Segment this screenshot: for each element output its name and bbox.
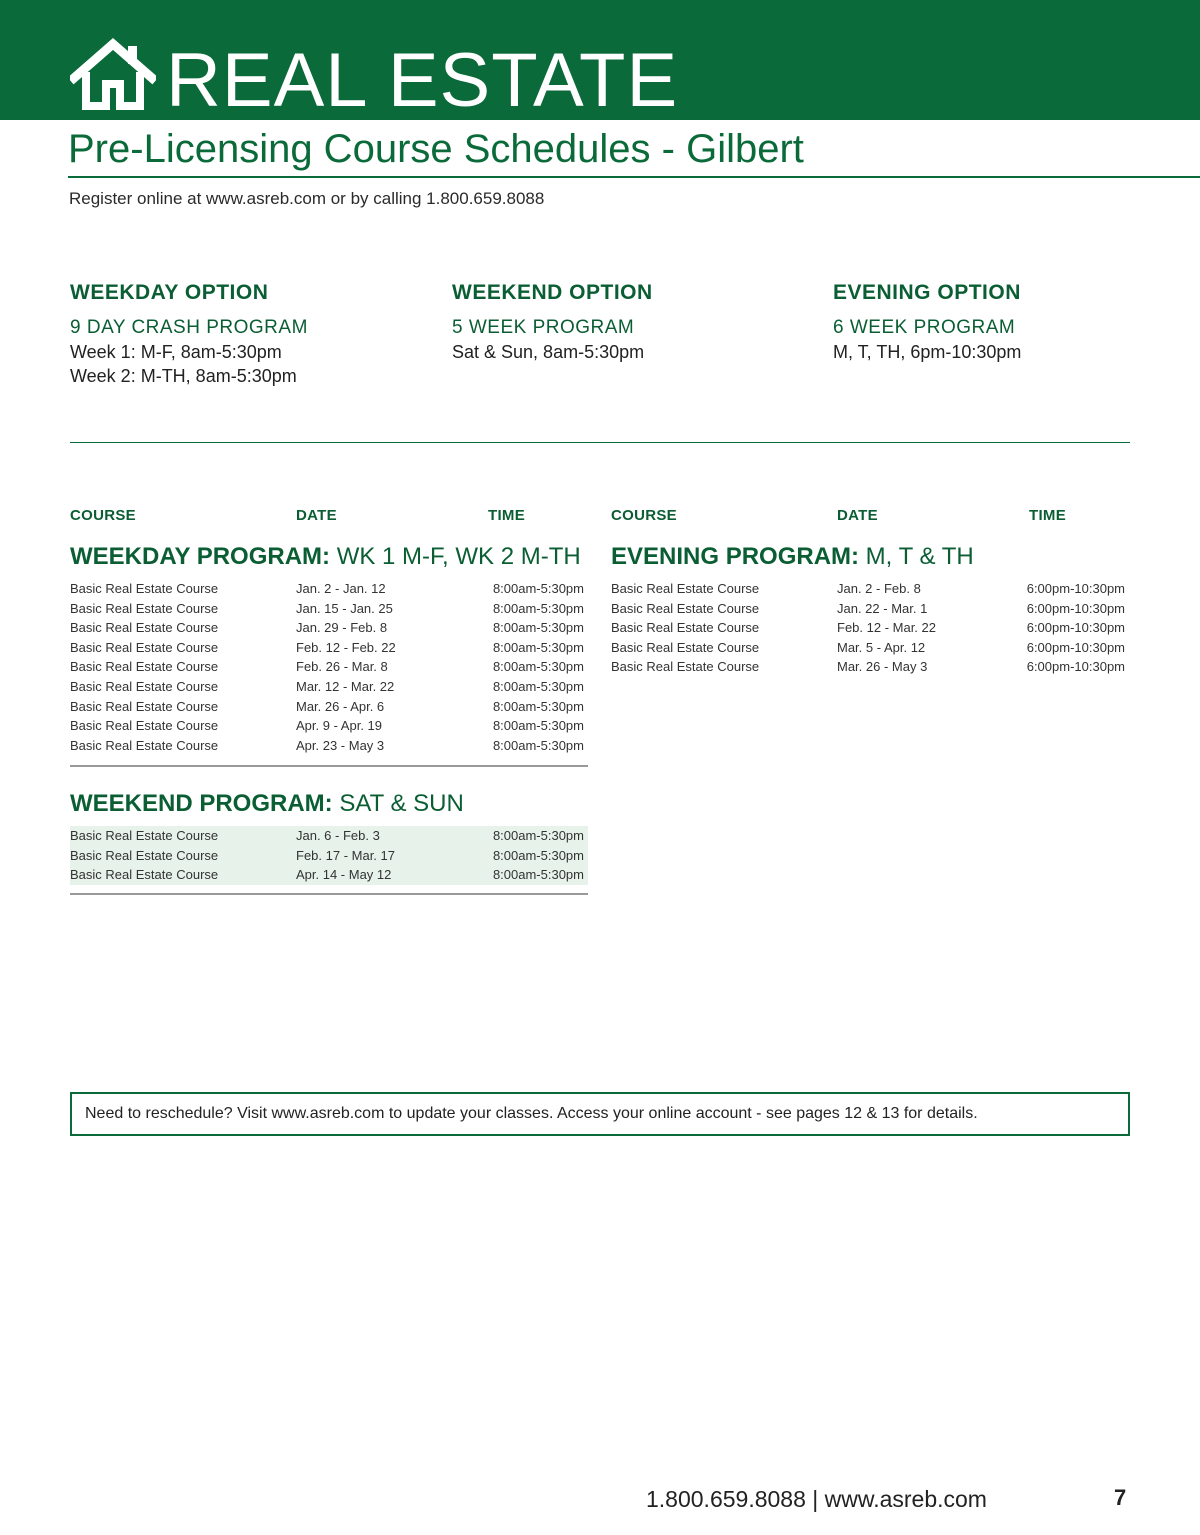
date-cell: Apr. 23 - May 3 [296,737,385,753]
date-cell: Mar. 26 - Apr. 6 [296,698,385,714]
table-row [70,677,588,697]
notice-text: Need to reschedule? Visit www.asreb.com to update your classes. Access your online account - see pages 12 & 13 for details. [85,1105,978,1122]
date-cell: Jan. 22 - Mar. 1 [837,600,928,616]
time-cell: 6:00pm-10:30pm [1026,659,1125,675]
date-cell: Feb. 26 - Mar. 8 [296,659,388,675]
table-row [70,657,588,677]
column-header-date: DATE [296,507,337,524]
option-program: 5 WEEK PROGRAM [452,317,635,338]
option-heading: EVENING OPTION [833,281,1021,304]
course-cell: Basic Real Estate Course [611,581,760,596]
column-header-course: COURSE [70,507,136,524]
date-cell: Feb. 12 - Mar. 22 [837,620,936,636]
course-cell: Basic Real Estate Course [70,698,219,714]
footer-contact: 1.800.659.8088 | www.asreb.com [646,1486,987,1512]
time-cell: 8:00am-5:30pm [492,620,584,636]
time-cell: 8:00am-5:30pm [492,828,584,843]
evening-program-title-strong: EVENING PROGRAM: [611,543,860,570]
date-cell: Jan. 2 - Feb. 8 [837,581,921,596]
evening-program-title-rest: M, T & TH [859,543,974,570]
table-row [611,618,1131,638]
course-cell: Basic Real Estate Course [70,867,219,883]
time-cell: 6:00pm-10:30pm [1026,600,1125,616]
date-cell: Mar. 5 - Apr. 12 [837,639,926,655]
reschedule-notice [70,1092,1130,1136]
date-cell: Feb. 12 - Feb. 22 [296,639,396,655]
option-line: Week 2: M-TH, 8am-5:30pm [70,366,297,386]
table-row [70,638,588,658]
course-cell: Basic Real Estate Course [70,847,219,863]
table-row [70,618,588,638]
table-row [611,657,1131,677]
option-program: 9 DAY CRASH PROGRAM [70,317,308,338]
table-row [70,599,588,619]
table-row [611,579,1131,599]
course-cell: Basic Real Estate Course [70,659,219,675]
weekday-program-title-strong: WEEKDAY PROGRAM: [70,543,331,570]
weekend-option [452,280,812,364]
date-cell: Apr. 9 - Apr. 19 [296,718,382,734]
course-cell: Basic Real Estate Course [611,639,760,655]
table-rule [70,893,588,895]
table-row [70,846,588,866]
time-cell: 8:00am-5:30pm [492,639,584,655]
time-cell: 6:00pm-10:30pm [1026,639,1125,655]
time-cell: 8:00am-5:30pm [492,718,584,734]
time-cell: 8:00am-5:30pm [492,678,584,694]
weekday-program-title-rest: WK 1 M-F, WK 2 M-TH [330,543,581,570]
course-cell: Basic Real Estate Course [70,639,219,655]
time-cell: 8:00am-5:30pm [492,659,584,675]
time-cell: 8:00am-5:30pm [492,867,584,883]
course-cell: Basic Real Estate Course [611,659,760,675]
date-cell: Mar. 26 - May 3 [837,659,928,675]
column-header-course: COURSE [611,507,677,524]
time-cell: 8:00am-5:30pm [492,737,584,753]
table-row [70,826,588,846]
course-cell: Basic Real Estate Course [70,718,219,734]
table-row [70,736,588,756]
course-cell: Basic Real Estate Course [70,828,219,843]
weekday-program-title [70,542,581,572]
table-row [611,638,1131,658]
weekend-schedule-table [70,826,588,885]
weekend-program-title-rest: SAT & SUN [332,790,464,817]
page-number: 7 [1114,1485,1127,1510]
weekend-program-title [70,789,464,819]
table-row [70,716,588,736]
brand-title: REAL ESTATE [166,38,679,123]
option-line: M, T, TH, 6pm-10:30pm [833,342,1022,362]
table-row [70,697,588,717]
page-title: Pre-Licensing Course Schedules - Gilbert [68,127,804,171]
course-cell: Basic Real Estate Course [70,620,219,636]
evening-program-title [611,542,974,572]
course-cell: Basic Real Estate Course [70,737,219,753]
weekday-option [70,280,430,388]
date-cell: Jan. 6 - Feb. 3 [296,828,380,843]
date-cell: Jan. 2 - Jan. 12 [296,581,386,596]
date-cell: Mar. 12 - Mar. 22 [296,678,395,694]
section-divider [70,442,1130,443]
option-line: Sat & Sun, 8am-5:30pm [452,342,645,362]
date-cell: Jan. 15 - Jan. 25 [296,600,393,616]
table-rule [70,765,588,767]
subtitle-rule [68,176,1200,178]
course-cell: Basic Real Estate Course [70,678,219,694]
time-cell: 8:00am-5:30pm [492,698,584,714]
column-header-date: DATE [837,507,878,524]
evening-option [833,280,1193,364]
course-cell: Basic Real Estate Course [611,620,760,636]
option-heading: WEEKDAY OPTION [70,281,269,304]
course-cell: Basic Real Estate Course [70,581,219,596]
column-header-time: TIME [1029,507,1067,524]
weekend-program-title-strong: WEEKEND PROGRAM: [70,790,333,817]
house-icon [70,38,156,112]
date-cell: Feb. 17 - Mar. 17 [296,847,395,863]
date-cell: Apr. 14 - May 12 [296,867,392,883]
course-cell: Basic Real Estate Course [611,600,760,616]
evening-schedule-table [611,579,1131,677]
course-cell: Basic Real Estate Course [70,600,219,616]
weekday-schedule-table [70,579,588,755]
option-line: Week 1: M-F, 8am-5:30pm [70,342,282,362]
time-cell: 8:00am-5:30pm [492,847,584,863]
table-row [70,865,588,885]
table-row [611,599,1131,619]
table-row [70,579,588,599]
column-header-time: TIME [488,507,526,524]
option-program: 6 WEEK PROGRAM [833,317,1016,338]
date-cell: Jan. 29 - Feb. 8 [296,620,388,636]
time-cell: 8:00am-5:30pm [492,600,584,616]
option-heading: WEEKEND OPTION [452,281,653,304]
time-cell: 6:00pm-10:30pm [1026,620,1125,636]
time-cell: 6:00pm-10:30pm [1026,581,1125,596]
time-cell: 8:00am-5:30pm [492,581,584,596]
register-line: Register online at www.asreb.com or by calling 1.800.659.8088 [69,189,545,208]
